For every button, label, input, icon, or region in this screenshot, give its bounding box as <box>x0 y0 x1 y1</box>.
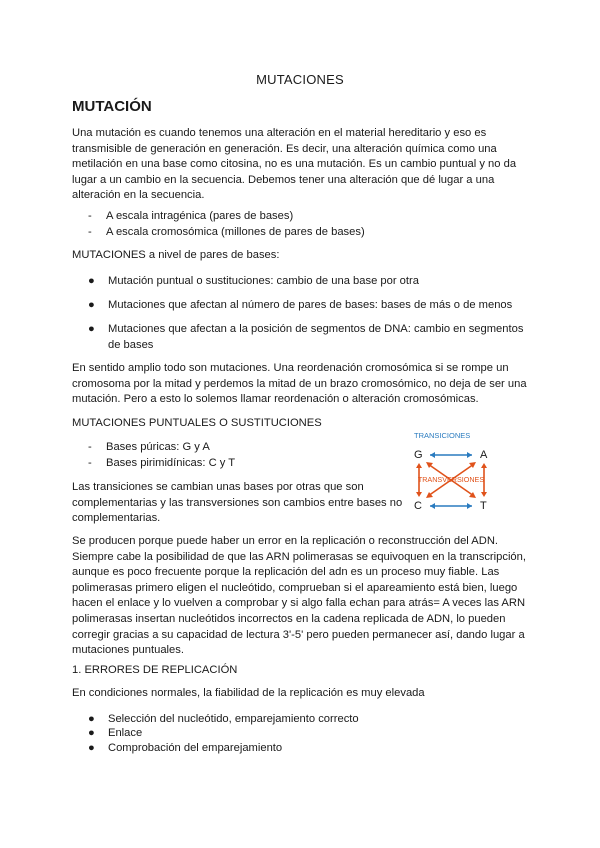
dash-marker: - <box>88 441 92 453</box>
dash-marker: - <box>88 457 92 469</box>
dash-marker: - <box>88 210 92 222</box>
pairs-bullet <box>88 322 538 353</box>
point-mutations-heading: MUTACIONES PUNTUALES O SUSTITUCIONES <box>72 417 322 429</box>
scale-item-text: A escala cromosómica (millones de pares de bases) <box>106 226 365 238</box>
transitions-transversions-diagram <box>410 428 510 518</box>
intro-paragraph: Una mutación es cuando tenemos una alteración en el material hereditario y eso es transmisible de generación en generación. Es decir, una alteración química como una metilación en una base como citosina, no es una mutación. Es un cambio puntual y no da lugar a un cambio en la secuencia. Debemos tener una alteración que dé lugar a una alteración en la secuencia. <box>72 127 517 202</box>
document-title: MUTACIONES <box>256 72 344 87</box>
fidelity-bullet-text: Comprobación del emparejamiento <box>108 742 283 754</box>
base-type-item <box>88 456 235 472</box>
transition-arrow-ga <box>430 452 472 458</box>
base-t-label: T <box>480 500 487 512</box>
base-type-text: Bases púricas: G y A <box>106 441 210 453</box>
fidelity-bullet-text: Selección del nucleótido, emparejamiento correcto <box>108 713 359 725</box>
transversions-label: TRANSVERSIONES <box>417 475 485 484</box>
bullet-marker: ● <box>88 299 95 311</box>
dash-marker: - <box>88 226 92 238</box>
transitions-paragraph: Las transiciones se cambian unas bases por otras que son complementarias y las transversiones son cambios entre bases no complementarias. <box>72 481 403 525</box>
pairs-bullet-text: Mutación puntual o sustituciones: cambio de una base por otra <box>108 275 419 287</box>
bullet-marker: ● <box>88 727 95 739</box>
replication-paragraph: Se producen porque puede haber un error en la replicación o reconstrucción del ADN. Siempre cabe la posibilidad de que las ARN polimerasas se equivoquen en la transcripción, aunque es poco frecuente porque la replicación del adn es un proceso muy fiable. Las polimerasas primero eligen el nucleótido, comprueban si el apareamiento está bien, luego hacen el enlace y lo vuelven a comprobar y si algo falla echan para atrás= A veces las ARN polimerasas insertan nucleótidos incorrectos en la cadena replicada de ADN, lo pueden corregir gracias a su capacidad de lectura 3'-5' pero pueden permanecer así, dando lugar a mutaciones puntuales. <box>72 535 526 657</box>
scale-item-text: A escala intragénica (pares de bases) <box>106 210 294 222</box>
errors-heading: 1. ERRORES DE REPLICACIÓN <box>72 664 238 676</box>
scale-item <box>88 209 293 225</box>
base-c-label: C <box>414 500 422 512</box>
transition-arrow-ct <box>430 503 472 509</box>
fidelity-bullet-text: Enlace <box>108 727 143 739</box>
bullet-marker: ● <box>88 713 95 725</box>
fidelity-bullet <box>88 741 538 757</box>
pairs-bullet-text: Mutaciones que afectan a la posición de segmentos de DNA: cambio en segmentos de bases <box>108 323 524 351</box>
section-heading: MUTACIÓN <box>72 98 152 115</box>
broad-sense-paragraph: En sentido amplio todo son mutaciones. Una reordenación cromosómica si se rompe un cromosoma por la mitad y perdemos la mitad de un brazo cromosómico, no deja de ser una mutación. Pero a esto lo solemos llamar reordenación o alteración cromosómicas. <box>72 362 527 406</box>
fidelity-paragraph: En condiciones normales, la fiabilidad de la replicación es muy elevada <box>72 687 425 699</box>
bullet-marker: ● <box>88 275 95 287</box>
transitions-label: TRANSICIONES <box>414 431 471 440</box>
base-a-label: A <box>480 449 488 461</box>
scale-item <box>88 225 365 241</box>
base-g-label: G <box>414 449 423 461</box>
pairs-bullet-text: Mutaciones que afectan al número de pares de bases: bases de más o de menos <box>108 299 513 311</box>
bullet-marker: ● <box>88 742 95 754</box>
bullet-marker: ● <box>88 323 95 335</box>
pairs-bullet <box>88 274 538 290</box>
base-type-item <box>88 440 210 456</box>
pairs-bullet <box>88 298 538 314</box>
base-type-text: Bases pirimidínicas: C y T <box>106 457 236 469</box>
pairs-heading: MUTACIONES a nivel de pares de bases: <box>72 249 280 261</box>
fidelity-bullet <box>88 726 538 742</box>
